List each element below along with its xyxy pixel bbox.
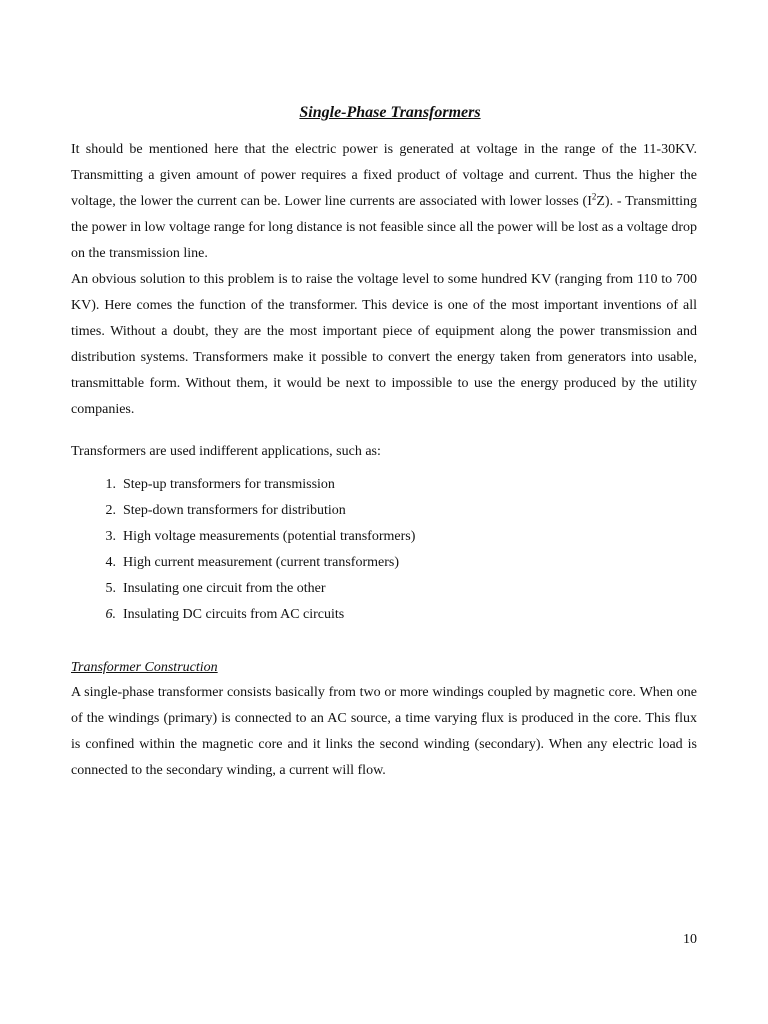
list-item-text: Insulating one circuit from the other [123, 581, 326, 596]
applications-intro: Transformers are used indifferent applications, such as: [71, 444, 381, 459]
intro-paragraph [71, 137, 697, 267]
solution-paragraph: An obvious solution to this problem is to raise the voltage level to some hundred KV (ranging from 110 to 700 KV). Here comes the function of the transformer. This device is one of the most important inventions of all times. Without a doubt, they are the most important piece of equipment along the power transmission and distribution systems. Transformers make it possible to convert the energy taken from generators into usable, transmittable form. Without them, it would be next to impossible to use the energy produced by the utility companies. [71, 272, 697, 417]
list-item [86, 576, 415, 602]
list-item-number: 3. [105, 529, 116, 544]
list-item-text: Step-up transformers for transmission [123, 477, 335, 492]
intro-paragraph-text-cont: Z). - Transmitting the power in low voltage range for long distance is not feasible since all the power will be lost as a voltage drop on the transmission line. [71, 194, 697, 261]
superscript-two: 2 [591, 191, 597, 202]
section-heading: Transformer Construction [71, 660, 218, 675]
list-item-number: 4. [105, 555, 116, 570]
list-item-number: 2. [105, 503, 116, 518]
list-item [86, 472, 415, 498]
list-item [86, 524, 415, 550]
list-item-text: Step-down transformers for distribution [123, 503, 346, 518]
construction-paragraph: A single-phase transformer consists basically from two or more windings coupled by magnetic core. When one of the windings (primary) is connected to an AC source, a time varying flux is produced in the core. This flux is confined within the magnetic core and it links the second winding (secondary). When any electric load is connected to the secondary winding, a current will flow. [71, 685, 697, 778]
page-title: Single-Phase Transformers [299, 104, 481, 121]
list-item-number: 1. [105, 477, 116, 492]
list-item-text: Insulating DC circuits from AC circuits [123, 607, 345, 622]
list-item [86, 602, 415, 628]
list-item-text: High voltage measurements (potential transformers) [123, 529, 416, 544]
list-item [86, 498, 415, 524]
list-item-text: High current measurement (current transformers) [123, 555, 399, 570]
list-item [86, 550, 415, 576]
list-item-number: 6. [105, 607, 116, 622]
intro-paragraph-text: It should be mentioned here that the electric power is generated at voltage in the range of the 11-30KV. Transmitting a given amount of power requires a fixed product of voltage and current. Thus the higher the voltage, the lower the current can be. Lower line currents are associated with lower losses (I [71, 142, 697, 209]
applications-list [86, 472, 415, 628]
page-number: 10 [683, 932, 697, 947]
list-item-number: 5. [105, 581, 116, 596]
